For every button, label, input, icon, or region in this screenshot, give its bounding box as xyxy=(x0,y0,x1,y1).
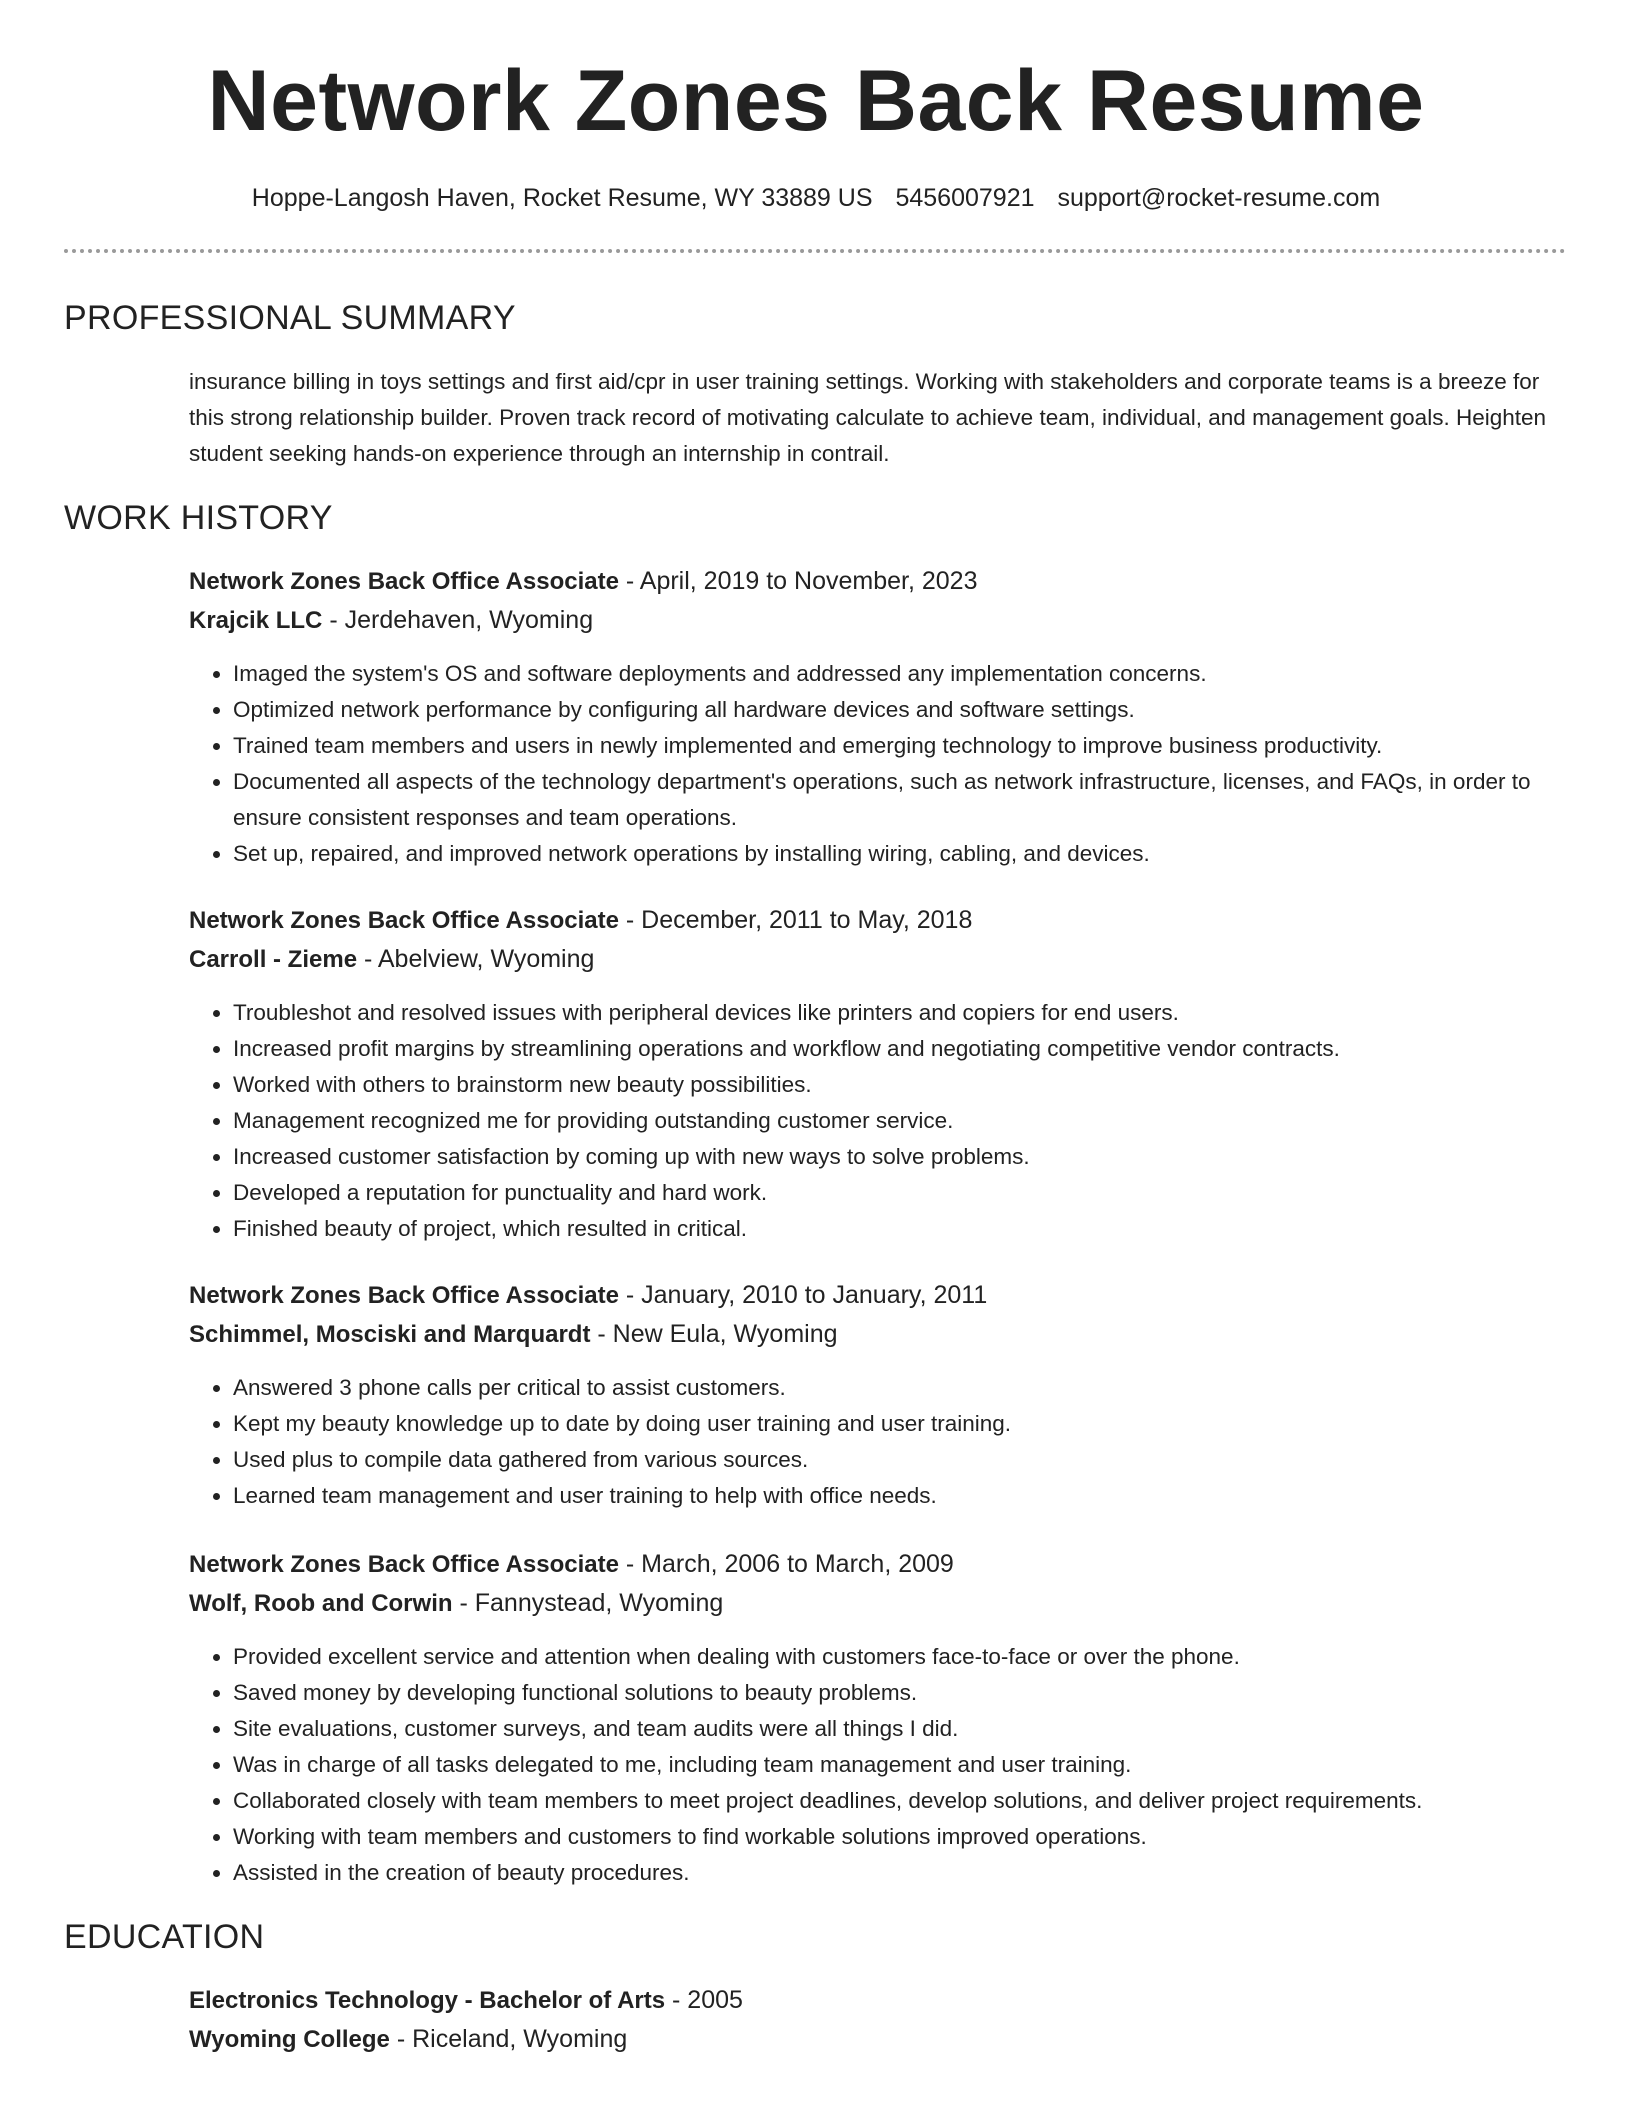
education-heading: EDUCATION xyxy=(64,1918,265,1956)
job-dates: - April, 2019 to November, 2023 xyxy=(618,567,978,595)
job-bullets xyxy=(189,1639,1566,1891)
bullet-item: • Provided excellent service and attention when dealing with customers face-to-face or over the phone. xyxy=(233,1639,1566,1675)
bullet-item: • Learned team management and user training to help with office needs. xyxy=(233,1478,1566,1514)
job-location: - Abelview, Wyoming xyxy=(357,945,595,973)
header-divider xyxy=(64,249,1566,253)
job-bullets xyxy=(189,995,1566,1247)
bullet-item: • Saved money by developing functional solutions to beauty problems. xyxy=(233,1675,1566,1711)
education-entry xyxy=(189,1981,1566,2059)
bullet-item: • Set up, repaired, and improved network operations by installing wiring, cabling, and devices. xyxy=(233,836,1566,872)
job-company-line xyxy=(189,601,1566,640)
job-bullets xyxy=(189,1370,1566,1514)
job-company: Wolf, Roob and Corwin xyxy=(189,1590,453,1617)
education-year: - 2005 xyxy=(665,1986,743,2014)
job-role: Network Zones Back Office Associate xyxy=(189,1551,619,1578)
bullet-item: • Documented all aspects of the technology department's operations, such as network infrastructure, licenses, and FAQs, in order to ensure consistent responses and team operations. xyxy=(233,764,1566,836)
job-location: - Jerdehaven, Wyoming xyxy=(322,606,594,634)
job-entry xyxy=(189,1276,1566,1514)
bullet-item: • Optimized network performance by configuring all hardware devices and software settings. xyxy=(233,692,1566,728)
summary-heading: PROFESSIONAL SUMMARY xyxy=(64,299,516,337)
contact-email: support@rocket-resume.com xyxy=(1057,184,1381,212)
bullet-item: • Imaged the system's OS and software deployments and addressed any implementation concerns. xyxy=(233,656,1566,692)
job-title-line xyxy=(189,1545,1566,1584)
education-location: - Riceland, Wyoming xyxy=(389,2025,628,2053)
education-degree: Electronics Technology - Bachelor of Arts xyxy=(189,1987,666,2014)
job-title-line xyxy=(189,901,1566,940)
bullet-item: • Developed a reputation for punctuality and hard work. xyxy=(233,1175,1566,1211)
bullet-item: • Site evaluations, customer surveys, and team audits were all things I did. xyxy=(233,1711,1566,1747)
bullet-item: • Trained team members and users in newly implemented and emerging technology to improve business productivity. xyxy=(233,728,1566,764)
summary-text: insurance billing in toys settings and first aid/cpr in user training settings. Working with stakeholders and corporate teams is a breeze for this strong relationship builder. Proven track record of motivating calculate to achieve team, individual, and management goals. Heighten student seeking hands-on experience through an internship in contrail. xyxy=(189,369,1547,466)
job-title-line xyxy=(189,562,1566,601)
job-role: Network Zones Back Office Associate xyxy=(189,907,619,934)
job-location: - Fannystead, Wyoming xyxy=(452,1589,724,1617)
bullet-item: • Increased customer satisfaction by coming up with new ways to solve problems. xyxy=(233,1139,1566,1175)
job-dates: - March, 2006 to March, 2009 xyxy=(618,1550,954,1578)
contact-line xyxy=(0,180,1632,216)
job-location: - New Eula, Wyoming xyxy=(590,1320,838,1348)
bullet-item: • Kept my beauty knowledge up to date by doing user training and user training. xyxy=(233,1406,1566,1442)
job-entry xyxy=(189,901,1566,1247)
bullet-item: • Assisted in the creation of beauty procedures. xyxy=(233,1855,1566,1891)
bullet-item: • Management recognized me for providing outstanding customer service. xyxy=(233,1103,1566,1139)
bullet-item: • Working with team members and customers to find workable solutions improved operations. xyxy=(233,1819,1566,1855)
bullet-item: • Used plus to compile data gathered from various sources. xyxy=(233,1442,1566,1478)
bullet-item: • Increased profit margins by streamlining operations and workflow and negotiating competitive vendor contracts. xyxy=(233,1031,1566,1067)
education-school-line xyxy=(189,2020,1566,2059)
resume-title: Network Zones Back Resume xyxy=(207,53,1425,149)
job-dates: - January, 2010 to January, 2011 xyxy=(618,1281,988,1309)
job-company-line xyxy=(189,1315,1566,1354)
job-role: Network Zones Back Office Associate xyxy=(189,1282,619,1309)
bullet-item: • Finished beauty of project, which resulted in critical. xyxy=(233,1211,1566,1247)
bullet-item: • Was in charge of all tasks delegated to me, including team management and user training. xyxy=(233,1747,1566,1783)
job-entry xyxy=(189,1545,1566,1891)
bullet-item: • Collaborated closely with team members to meet project deadlines, develop solutions, and deliver project requirements. xyxy=(233,1783,1566,1819)
job-company: Krajcik LLC xyxy=(189,607,323,634)
job-company: Carroll - Zieme xyxy=(189,946,358,973)
job-title-line xyxy=(189,1276,1566,1315)
job-entry xyxy=(189,562,1566,872)
bullet-item: • Answered 3 phone calls per critical to assist customers. xyxy=(233,1370,1566,1406)
contact-phone: 5456007921 xyxy=(895,184,1035,212)
bullet-item: • Worked with others to brainstorm new beauty possibilities. xyxy=(233,1067,1566,1103)
education-school: Wyoming College xyxy=(189,2026,390,2053)
work-history-heading: WORK HISTORY xyxy=(64,499,333,537)
job-company-line xyxy=(189,940,1566,979)
job-company: Schimmel, Mosciski and Marquardt xyxy=(189,1321,591,1348)
job-bullets xyxy=(189,656,1566,872)
bullet-item: • Troubleshot and resolved issues with peripheral devices like printers and copiers for end users. xyxy=(233,995,1566,1031)
job-role: Network Zones Back Office Associate xyxy=(189,568,619,595)
job-dates: - December, 2011 to May, 2018 xyxy=(618,906,973,934)
job-company-line xyxy=(189,1584,1566,1623)
education-degree-line xyxy=(189,1981,1566,2020)
contact-address: Hoppe-Langosh Haven, Rocket Resume, WY 33889 US xyxy=(251,184,873,212)
